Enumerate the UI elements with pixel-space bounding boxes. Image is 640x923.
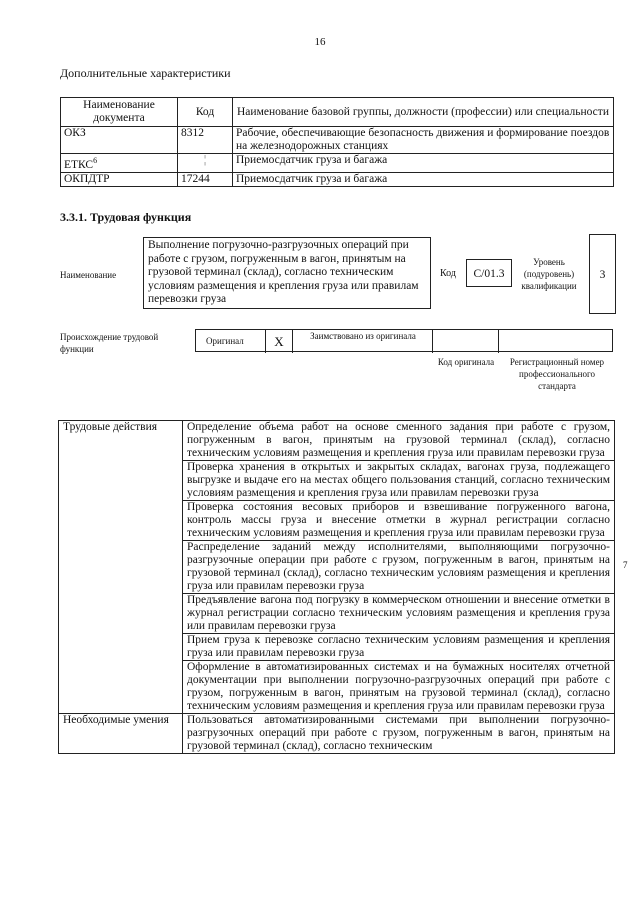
code-cell: ¦ — [178, 154, 233, 173]
footnote-mark: 6 — [93, 156, 98, 165]
skill-cell: Пользоваться автоматизированными системами при выполнении погрузочно-разгрузочных операций при работе с грузом, погруженным в вагон, принятым на грузовой терминал (склад), согласно техническим — [183, 714, 615, 754]
table-row — [59, 421, 615, 461]
original-code-cell — [433, 330, 499, 353]
page-number: 16 — [314, 36, 326, 48]
original-code-caption: Код оригинала — [437, 357, 495, 367]
name-label: Наименование — [60, 270, 117, 280]
table-row — [59, 714, 615, 754]
original-cell — [196, 330, 266, 353]
additional-characteristics-heading: Дополнительные характеристики — [60, 66, 231, 80]
level-label: Уровень (подуровень) квалификации — [521, 257, 577, 291]
function-name-box: Выполнение погрузочно-разгрузочных операций при работе с грузом, погруженным в вагон, принятым на грузовой терминал (склад), согласно техническим условиям размещения и крепления груза или правилам перевозки груза — [143, 237, 431, 309]
action-cell: Прием груза к перевозке согласно техническим условиям размещения и крепления груза или правилам перевозки груза — [183, 634, 615, 661]
header-group-name: Наименование базовой группы, должности (профессии) или специальности — [233, 98, 614, 127]
doc-cell: ОКЗ — [61, 127, 178, 154]
header-code: Код — [178, 98, 233, 127]
action-cell: Проверка хранения в открытых и закрытых складах, вагонах груза, подлежащего выгрузке и выдаче его на местах общего пользования станций, согласно техническим условиям размещения и крепления груза или правилам перевозки груза — [183, 461, 615, 501]
code-cell: 17244 — [178, 172, 233, 186]
header-document: Наименование документа — [61, 98, 178, 127]
table-header-row — [61, 98, 614, 127]
table-row — [61, 154, 614, 173]
reg-number-cell — [499, 330, 612, 353]
side-margin-mark: 7 — [623, 560, 628, 570]
origin-label: Происхождение трудовой функции — [60, 332, 159, 354]
code-cell: 8312 — [178, 127, 233, 154]
action-cell: Оформление в автоматизированных системах и на бумажных носителях отчетной документации при выполнении погрузочно-разгрузочных операций при работе с грузом, погруженным в вагон, принятым на грузовой терминал (склад), согласно техническим условиям размещения и крепления груза или правилам перевозки груза — [183, 661, 615, 714]
borrowed-label: Заимствовано из оригинала — [310, 331, 416, 341]
group-cell: Рабочие, обеспечивающие безопасность движения и формирование поездов на железнодорожных станциях — [233, 127, 614, 154]
origin-row — [195, 329, 613, 352]
original-mark: X — [266, 330, 293, 353]
borrowed-cell — [293, 330, 433, 353]
table-row — [61, 172, 614, 186]
original-label: Оригинал — [206, 336, 244, 346]
labor-function-table — [58, 420, 615, 754]
doc-cell: ЕТКС$^6$ — [61, 154, 178, 173]
section-title: 3.3.1. Трудовая функция — [60, 210, 192, 224]
level-box: 3 — [589, 234, 616, 314]
characteristics-table — [60, 97, 614, 187]
required-skills-label: Необходимые умения — [59, 714, 183, 754]
table-row — [61, 127, 614, 154]
function-code-box: C/01.3 — [466, 259, 512, 287]
code-label: Код — [440, 268, 456, 279]
group-cell: Приемосдатчик груза и багажа — [233, 172, 614, 186]
action-cell: Определение объема работ на основе сменного задания при работе с грузом, погруженным в вагон, принятым на грузовой терминал (склад), согласно техническим условиям размещения и крепления груза или правилам перевозки груза — [183, 421, 615, 461]
group-cell: Приемосдатчик груза и багажа — [233, 154, 614, 173]
action-cell: Предъявление вагона под погрузку в коммерческом отношении и внесение отметки в журнал регистрации согласно техническим условиям размещения и крепления груза или правилам перевозки груза — [183, 594, 615, 634]
doc-cell: ОКПДТР — [61, 172, 178, 186]
labor-actions-label: Трудовые действия — [59, 421, 183, 714]
action-cell: Проверка состояния весовых приборов и взвешивание погруженного вагона, контроль массы груза и внесение отметки в журнал регистрации согласно техническим условиям размещения и крепления груза или правилам перевозки груза — [183, 501, 615, 541]
reg-number-caption: Регистрационный номер профессионального стандарта — [509, 357, 605, 391]
action-cell: Распределение заданий между исполнителями, выполняющими погрузочно-разгрузочные операции при работе с грузом, погруженным в вагон, принятым на грузовой терминал (склад), согласно техническим условиям размещения и крепления груза или правилам перевозки груза — [183, 541, 615, 594]
